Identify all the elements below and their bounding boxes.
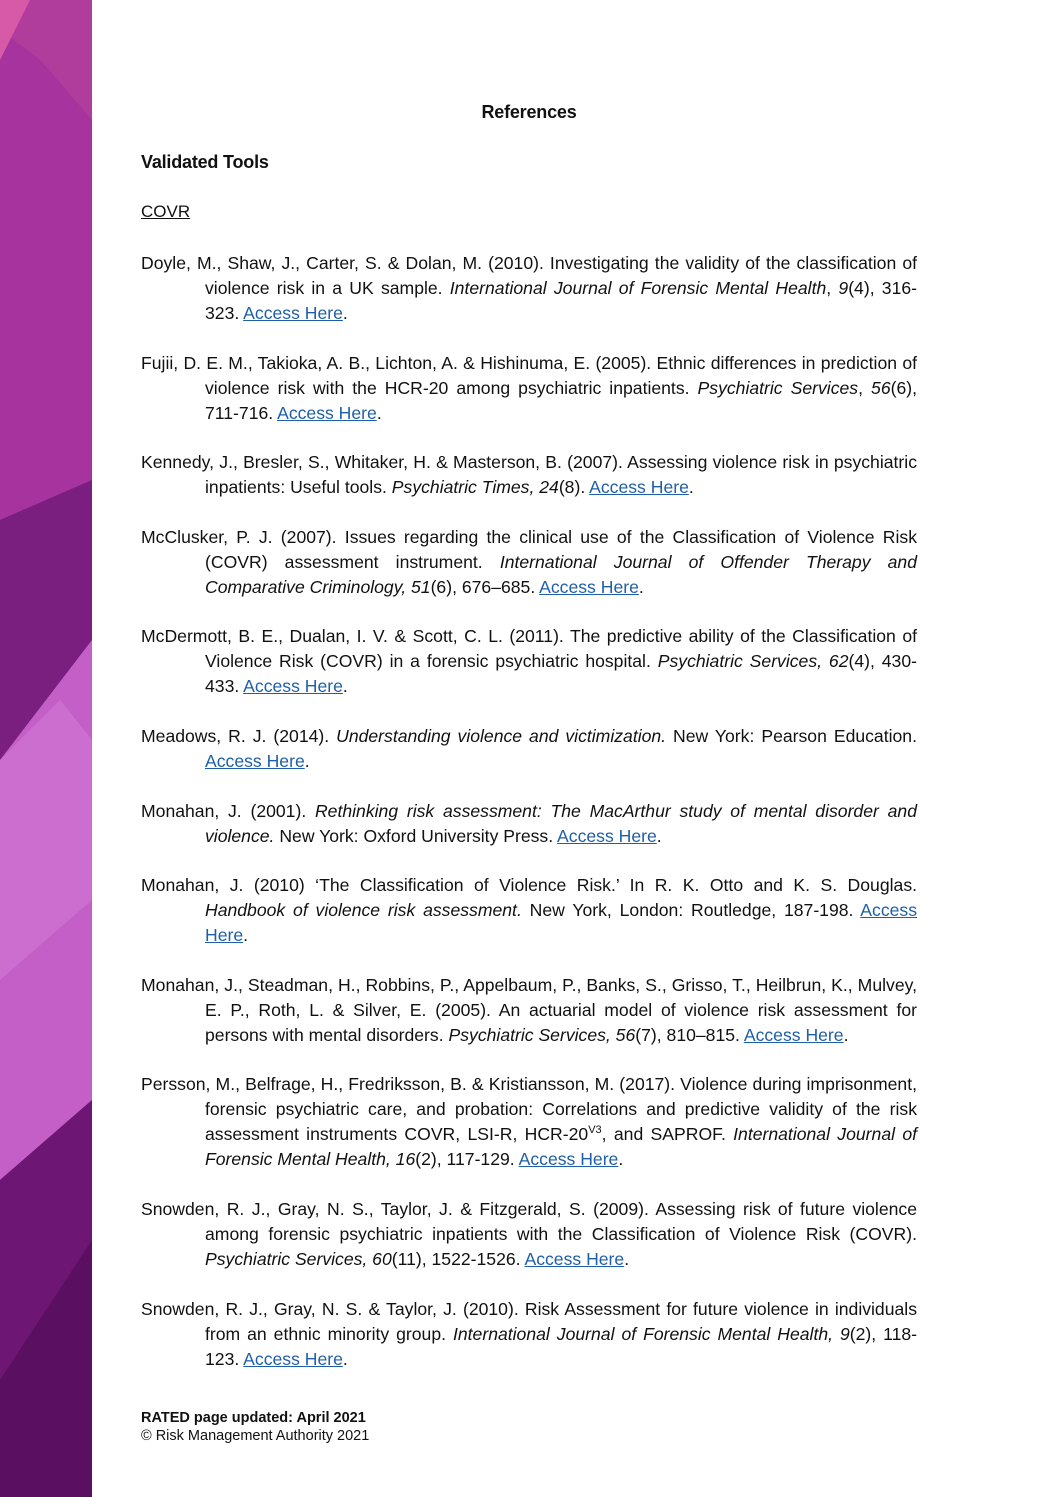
reference-item: Monahan, J. (2010) ‘The Classification of Violence Risk.’ In R. K. Otto and K. S. Douglas. Handbook of violence risk assessment. New York, London: Routledge, 187-198. Access Here.: [141, 875, 917, 946]
access-here-link[interactable]: Access Here: [243, 1348, 343, 1369]
access-here-link[interactable]: Access Here: [524, 1248, 625, 1269]
access-here-link[interactable]: Access Here: [243, 303, 343, 323]
side-band-graphic: [0, 0, 92, 1497]
reference-item: Snowden, R. J., Gray, N. S. & Taylor, J. (2010). Risk Assessment for future violence in individuals from an ethnic minority group. International Journal of Forensic Mental Health, 9(2), 118-123. Access Here.: [141, 1298, 918, 1369]
access-here-link[interactable]: Access Here: [205, 900, 917, 946]
updated-date: RATED page updated: April 2021: [141, 1410, 366, 1426]
reference-item: Meadows, R. J. (2014). Understanding violence and victimization. New York: Pearson Education. Access Here.: [141, 725, 917, 771]
decorative-side-band: [0, 0, 92, 1497]
access-here-link[interactable]: Access Here: [539, 576, 639, 597]
subsection-heading: COVR: [141, 202, 191, 221]
reference-item: Kennedy, J., Bresler, S., Whitaker, H. & Masterson, B. (2007). Assessing violence risk in psychiatric inpatients: Useful tools. Psychiatric Times, 24(8). Access Here.: [141, 452, 917, 498]
access-here-link[interactable]: Access Here: [277, 402, 377, 423]
reference-item: Fujii, D. E. M., Takioka, A. B., Lichton, A. & Hishinuma, E. (2005). Ethnic differences in prediction of violence risk with the HCR-20 among psychiatric inpatients. Psychiatric Services, 56(6), 711-716. Access Here.: [141, 352, 917, 423]
access-here-link[interactable]: Access Here: [518, 1149, 619, 1170]
reference-item: Doyle, M., Shaw, J., Carter, S. & Dolan, M. (2010). Investigating the validity of the classification of violence risk in a UK sample. International Journal of Forensic Mental Health, 9(4), 316-323. Access Here.: [141, 253, 918, 323]
copyright-notice: © Risk Management Authority 2021: [141, 1428, 370, 1444]
reference-item: Persson, M., Belfrage, H., Fredriksson, B. & Kristiansson, M. (2017). Violence during imprisonment, forensic psychiatric care, and probation: Correlations and predictive validity of the risk assessment instruments COVR, LSI-R, HCR-$20^{V3}$, and SAPROF. International Journal of Forensic Mental Health, 16(2), 117-129. Access Here.: [141, 1074, 918, 1170]
access-here-link[interactable]: Access Here: [243, 676, 343, 697]
access-here-link[interactable]: Access Here: [205, 750, 305, 771]
reference-item: McDermott, B. E., Dualan, I. V. & Scott, C. L. (2011). The predictive ability of the Classification of Violence Risk (COVR) in a forensic psychiatric hospital. Psychiatric Services, 62(4), 430-433. Access Here.: [141, 626, 917, 697]
reference-item: Monahan, J. (2001). Rethinking risk assessment: The MacArthur study of mental disorder and violence. New York: Oxford University Press. Access Here.: [141, 800, 917, 846]
reference-item: Snowden, R. J., Gray, N. S., Taylor, J. & Fitzgerald, S. (2009). Assessing risk of future violence among forensic psychiatric inpatients with the Classification of Violence Risk (COVR). Psychiatric Services, 60(11), 1522-1526. Access Here.: [141, 1198, 917, 1269]
page-title: References: [481, 102, 577, 122]
reference-item: Monahan, J., Steadman, H., Robbins, P., Appelbaum, P., Banks, S., Grisso, T., Heilbrun, K., Mulvey, E. P., Roth, L. & Silver, E. (2005). An actuarial model of violence risk assessment for persons with mental disorders. Psychiatric Services, 56(7), 810–815. Access Here.: [141, 974, 917, 1045]
reference-item: McClusker, P. J. (2007). Issues regarding the clinical use of the Classification of Violence Risk (COVR) assessment instrument. International Journal of Offender Therapy and Comparative Criminology, 51(6), 676–685. Access Here.: [141, 526, 917, 597]
access-here-link[interactable]: Access Here: [589, 477, 689, 498]
reference-list: [141, 251, 917, 1396]
access-here-link[interactable]: Access Here: [557, 825, 657, 846]
superscript-version: V3: [588, 1124, 602, 1137]
page-footer: [141, 1409, 369, 1445]
access-here-link[interactable]: Access Here: [743, 1024, 844, 1045]
section-heading: Validated Tools: [141, 152, 269, 172]
